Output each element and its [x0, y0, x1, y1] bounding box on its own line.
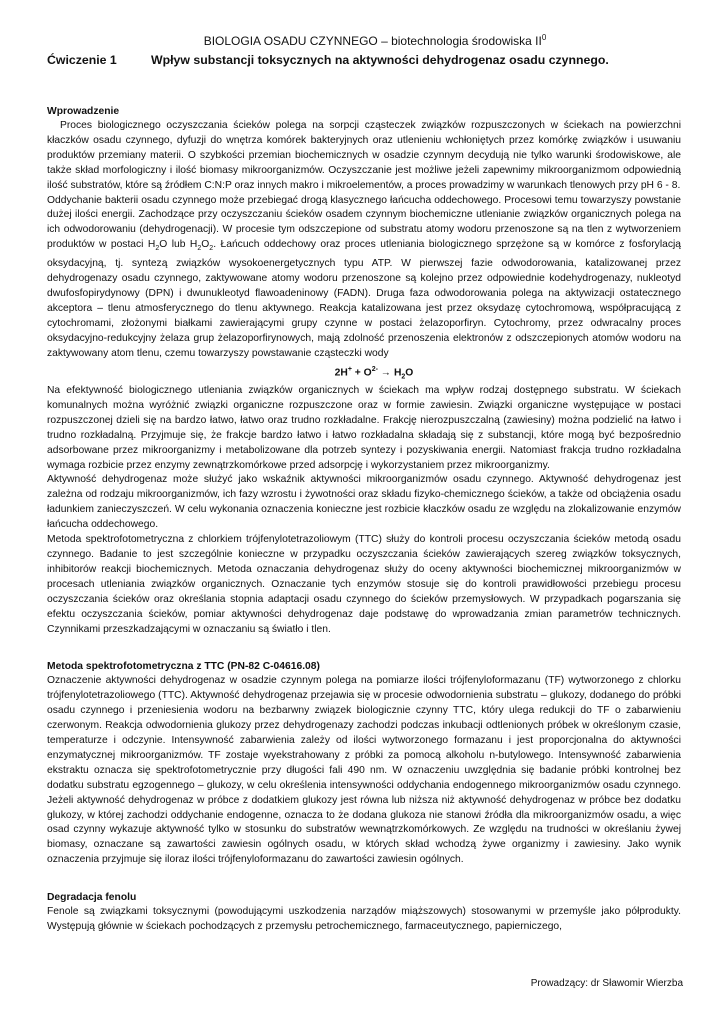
exercise-title: Wpływ substancji toksycznych na aktywności dehydrogenaz osadu czynnego. — [151, 53, 609, 67]
instructor-footer: Prowadzący: dr Sławomir Wierzba — [530, 978, 683, 989]
exercise-header — [47, 53, 681, 68]
intro-paragraph-1: Proces biologicznego oczyszczania ścieków polega na sorpcji cząsteczek związków rozpuszczonych w ściekach na powierzchni kłaczków osadu czynnego, dyfuzji do wnętrza komórek bakteryjnych oraz utlenieniu wchłoniętych przez komórkę związków i usuwaniu produktów przemiany materii. O szybkości przemian biochemicznych w osadzie czynnym decydują nie tylko warunki środowiskowe, ale także skład morfologiczny i ilość biomasy mikroorganizmów. Oczyszczanie jest możliwe jeżeli zapewnimy mikroorganizmom odpowiednią ilość substratów, które są źródłem C:N:P oraz innych makro i mikroelementów, a proces prowadzimy w warunkach tlenowych przy pH 6 - 8. — [47, 120, 681, 191]
course-title: BIOLOGIA OSADU CZYNNEGO – biotechnologia środowiska $II^0$ — [203, 33, 547, 48]
section-heading-phenol: Degradacja fenolu — [47, 892, 137, 904]
document-page — [47, 30, 681, 935]
method-paragraph-1: Oznaczenie aktywności dehydrogenaz w osadzie czynnym polega na pomiarze ilości trójfenyloformazanu (TF) wytworzonego z chlorku trójfenylotetrazoliowego (TTC). Aktywność dehydrogenaz przejawia się w procesie odwodornienia substratu – glukozy, dodanego do próbki osadu czynnego i przeniesienia wodoru na bezbarwny związek biologicznie czynny TTC, który ulega redukcji do TF o zabarwieniu czerwonym. Reakcja odwodornienia glukozy przez dehydrogenazy zachodzi podczas inkubacji odtlenionych próbek w określonym czasie, temperaturze i odczynie. Intensywność zabarwienia zależy od ilości wytworzonego formazanu i jest proporcjonalna do aktywności enzymatycznej mikroorganizmów. TF zostaje wyekstrahowany z próbki za pomocą alkoholu n-butylowego. Intensywność zabarwienia ekstraktu oznacza się spektrofotometrycznie przy długości fali 490 nm. W oznaczeniu uwzględnia się badanie próbki kontrolnej bez dodatku substratu egzogennego – glukozy, w celu określenia intensywności oddychania endogennego mikroorganizmów osadu czynnego. Jeżeli aktywność dehydrogenaz w próbce z dodatkiem glukozy jest równa lub niższa niż aktywność dehydrogenaz w próbce bez dodatku glukozy, w której zachodzi oddychanie endogenne, oznacza to że dodana glukoza nie stanowi źródła dla mikroorganizmów osadu, a więc osad czynny wykazuje aktywność tylko w stosunku do substratów wewnątrzkomórkowych. Ze względu na trudności w określaniu żywej biomasy, oznaczane są zawartości zawiesin ogólnych osadu, w których skład wchodzą żywe organizmy i zawiesiny. Jako wynik oznaczenia przyjmuje się iloraz ilości trójfenyloformazanu do zawartości zawiesin ogólnych. — [47, 675, 681, 866]
exercise-number: Ćwiczenie 1 — [47, 53, 117, 67]
section-heading-intro: Wprowadzenie — [47, 106, 120, 117]
water-formation-formula: $2H^+ + O^{2-} \to H_2O$ — [334, 365, 414, 381]
section-heading-method: Metoda spektrofotometryczna z TTC (PN-82 C-04616.08) — [47, 661, 320, 673]
intro-paragraph-5: Metoda spektrofotometryczna z chlorkiem trójfenylotetrazoliowym (TTC) służy do kontroli procesu oczyszczania ścieków metodą osadu czynnego. Badanie to jest szczególnie konieczne w przypadku oczyszczania ścieków zawierających szereg związków toksycznych, inhibitorów reakcji biochemicznych. Metoda oznaczania dehydrogenaz służy do oceny aktywności biochemicznej mikroorganizmów w procesach utleniania związków organicznych. Oznaczanie tych enzymów stosuje się do kontroli prawidłowości przebiegu procesu oczyszczania ścieków oraz określania stopnia adaptacji osadu czynnego do ścieków przemysłowych. W przypadkach pogarszania się efektu oczyszczania ścieków, pomiar aktywności dehydrogenaz daje podstawę do wprowadzania zmian parametrów technicznych. Czynnikami przeszkadzającymi w oznaczaniu są światło i tlen. — [47, 534, 681, 635]
intro-paragraph-4: Aktywność dehydrogenaz może służyć jako wskaźnik aktywności mikroorganizmów osadu czynnego. Aktywność dehydrogenaz jest zależna od rodzaju mikroorganizmów, ich fazy wzrostu i żywotności oraz składu fizyko-chemicznego ścieków, a także od obciążenia osadu ładunkiem zanieczyszczeń. W celu wykonania oznaczenia konieczne jest rozbicie kłaczków osadu ze względu na zlokalizowanie enzymów łańcucha oddechowego. — [47, 474, 681, 531]
intro-paragraph-3: Na efektywność biologicznego utleniania związków organicznych w ściekach ma wpływ rodzaj dostępnego substratu. W ściekach komunalnych można wyróżnić związki organiczne rozpuszczone oraz w formie zawiesin. Związki organiczne występujące w postaci rozpuszczonej dzieli się na bardzo łatwo, łatwo oraz trudno rozkładalne. Frakcję nierozpuszczalną (zawiesiny) można podzielić na łatwo i trudno rozkładalną. Przyjmuje się, że frakcje bardzo łatwo i łatwo rozkładalna składają się z substancji, które mogą być bezpośrednio adsorbowane przez mikroorganizmy i metabolizowane dla potrzeb syntezy i pozyskiwania energii. Natomiast frakcja trudno rozkładalna wymaga rozbicie przez enzymy zewnątrzkomórkowe przed adsorpcję i wykorzystaniem przez mikroorganizmy. — [47, 385, 681, 471]
intro-paragraph-2: Oddychanie bakterii osadu czynnego może przebiegać drogą klasycznego łańcucha oddechowego. Procesowi temu towarzyszy powstanie dużej ilości energii. Zachodzące przy oczyszczaniu ścieków osadem czynnym biochemiczne utlenianie związków organicznych polega na ich odwodorowaniu (dehydrogenacji). W procesie tym odszczepione od substratu atomy wodoru przenoszone są na tlen z wytworzeniem produktów w postaci $H_2O$ lub $H_2O_2$. Łańcuch oddechowy oraz proces utleniania biologicznego sprzężone są w komórce z fosforylacją oksydacyjną, tj. syntezą związków wysokoenergetycznych typu ATP. W pierwszej fazie odwodorowania, katalizowanej przez dehydrogenazy osadu czynnego, zaktywowane atomy wodoru przenoszone są kolejno przez odpowiednie kodehydrogenazy, nukleotyd dwufosfopirydynowy (DPN) i dwunukleotyd flawoadeninowy (FADN). Druga faza odwodorowania polega na aktywizacji ostatecznego akceptora – tlenu atmosferycznego do tlenu aktywnego. Reakcja katalizowana jest przez oksydazę cytochromową, współpracującą z cytochromami, złożonymi białkami zawierającymi grupy czynne w postaci żelazoporfiryn. Cytochromy, przez odwracalny proces oksydacyjno-redukcyjny żelaza grup żelazoporfirynowych, mają zdolność przenoszenia elektronów z odszczepionych atomów wodoru na zaktywowany atom tlenu, czemu towarzyszy powstawanie cząsteczki wody — [47, 194, 681, 359]
phenol-paragraph-1: Fenole są związkami toksycznymi (powodującymi uszkodzenia narządów miąższowych) stosowanymi w przemyśle jako półprodukty. Występują głównie w ściekach pochodzących z przemysłu petrochemicznego, farmaceutycznego, papierniczego, — [47, 906, 681, 933]
